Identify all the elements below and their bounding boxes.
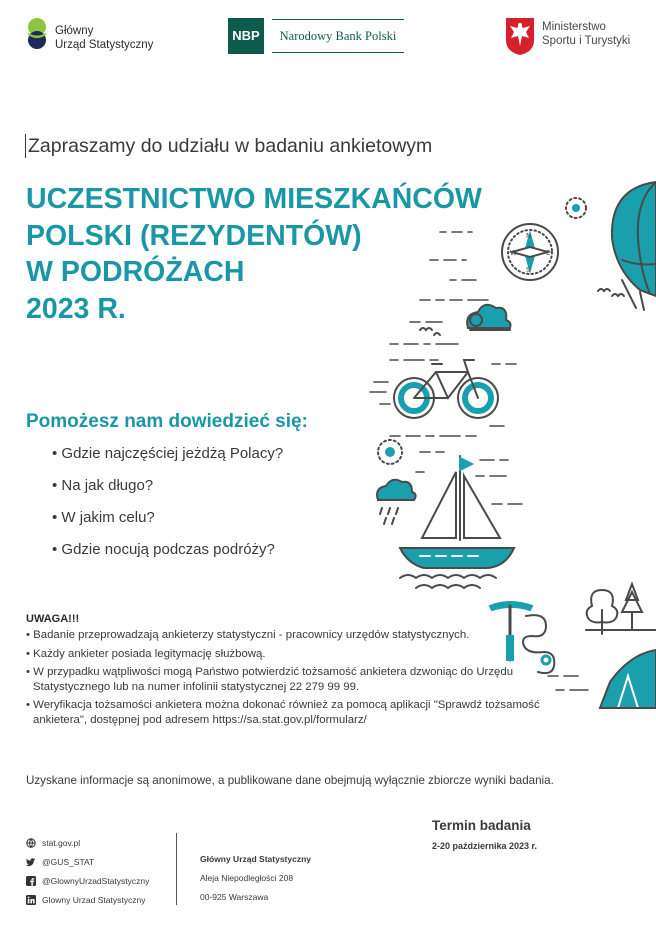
termin-label: Termin badania [432,818,531,833]
gus-logo-line2: Urząd Statystyczny [55,39,154,51]
nbp-logo [228,18,404,54]
address-city: 00-925 Warszawa [200,892,269,902]
address-street: Aleja Niepodległości 208 [200,873,294,883]
gus-logo-line1: Główny [55,25,94,37]
notice-item: • Każdy ankieter posiada legitymację służbową. [26,647,586,662]
anonymity-statement: Uzyskane informacje są anonimowe, a publikowane dane obejmują wyłącznie zbiorcze wyniki badania. [26,774,554,787]
termin-date: 2-20 października 2023 r. [432,841,538,851]
rain-cloud-icon [377,480,416,524]
tent-icon [600,650,656,708]
notice-list [26,628,586,731]
notice-item: • Weryfikacja tożsamości ankietera można dokonać również za pomocą aplikacji "Sprawdź tożsamość ankietera", dostępnej pod adresem https://sa.stat.gov.pl/formularz/ [26,698,586,727]
notice-heading: UWAGA!!! [26,613,80,625]
title-line: UCZESTNICTWO MIESZKAŃCÓW [26,183,482,215]
nbp-name: Narodowy Bank Polski [272,19,404,53]
hot-air-balloon-icon [612,182,656,310]
notice-item: • W przypadku wątpliwości mogą Państwo potwierdzić tożsamość ankietera dzwoniąc do Urzędu Statystycznego lub na numer infolinii statystycznej 22 279 99 99. [26,665,586,694]
cloud-icon [467,305,510,330]
msit-logo [504,16,639,58]
title-line: 2023 R. [26,292,126,325]
compass-icon [502,224,558,280]
social-link-text: Glowny Urzad Statystyczny [42,894,146,905]
gus-logo-icon [25,18,49,52]
social-link-facebook[interactable] [26,871,176,890]
svg-text:N: N [526,232,532,240]
trees-icon [586,584,656,634]
social-link-twitter[interactable] [26,852,176,871]
social-links [26,833,176,909]
notice-item: • Badanie przeprowadzają ankieterzy statystyczni - pracownicy urzędów statystycznych. [26,628,586,643]
questions-list [52,442,283,570]
question-item: • Na jak długo? [52,474,283,506]
intro-text: Zapraszamy do udziału w badaniu ankietowym [25,134,432,158]
msit-line2: Sportu i Turystyki [542,35,631,47]
svg-text:S: S [526,266,531,274]
question-item: • W jakim celu? [52,506,283,538]
nbp-abbr: NBP [228,18,264,54]
title-line: POLSKI (REZYDENTÓW) [26,219,362,252]
facebook-icon [26,876,36,886]
globe-icon [26,838,36,848]
linkedin-icon [26,895,36,905]
question-item: • Gdzie nocują podczas podróży? [52,538,283,570]
title-line: W PODRÓŻACH [26,256,245,288]
questions-heading: Pomożesz nam dowiedzieć się: [26,411,308,432]
survey-dates [432,818,537,851]
social-link-text: @GlownyUrzadStatystyczny [42,875,150,886]
msit-line1: Ministerstwo [542,21,606,33]
twitter-icon [26,857,36,867]
svg-text:W: W [510,249,517,257]
birds-icon [598,289,624,296]
svg-text:E: E [546,249,551,257]
question-item: • Gdzie najczęściej jeżdżą Polacy? [52,442,283,474]
eagle-emblem-icon [504,16,536,56]
footer-divider [176,833,177,905]
footer-address [200,850,311,907]
social-link-text: stat.gov.pl [42,837,81,848]
address-org: Główny Urząd Statystyczny [200,854,312,864]
social-link-website[interactable] [26,833,176,852]
gus-logo [25,18,175,58]
bicycle-icon [370,360,498,418]
social-link-text: @GUS_STAT [42,856,95,867]
social-link-linkedin[interactable] [26,890,176,909]
